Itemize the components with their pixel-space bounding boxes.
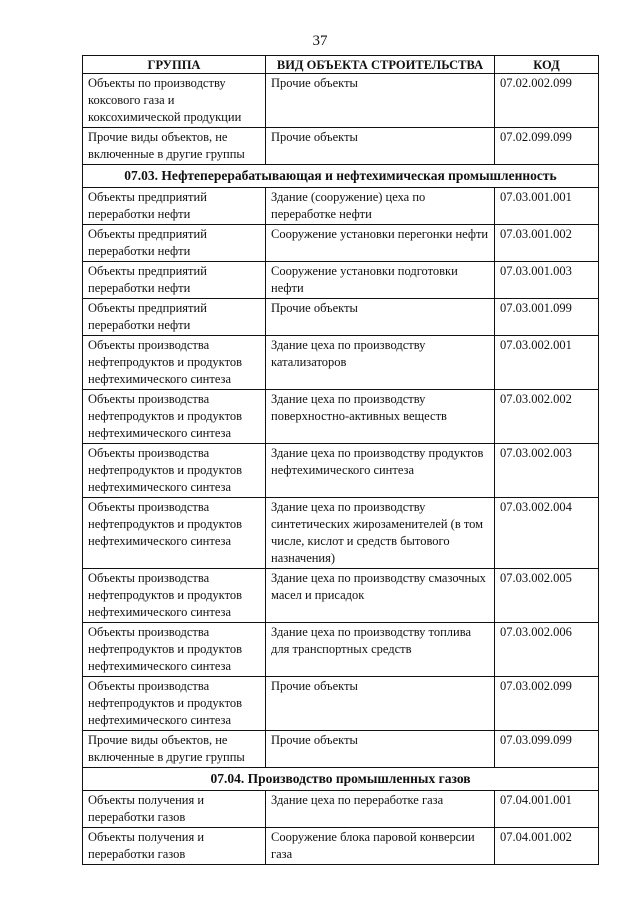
section-row — [83, 768, 599, 791]
group-cell: Объекты производства нефтепродуктов и продуктов нефтехимического синтеза — [83, 444, 266, 498]
table-row — [83, 444, 599, 498]
table-row — [83, 225, 599, 262]
code-cell: 07.03.001.099 — [495, 299, 599, 336]
object-type-cell: Прочие объекты — [266, 74, 495, 128]
header-group: ГРУППА — [83, 56, 266, 74]
code-cell: 07.03.002.005 — [495, 569, 599, 623]
group-cell: Объекты производства нефтепродуктов и продуктов нефтехимического синтеза — [83, 677, 266, 731]
section-title: 07.04. Производство промышленных газов — [83, 768, 599, 791]
group-cell: Прочие виды объектов, не включенные в другие группы — [83, 128, 266, 165]
object-type-cell: Здание цеха по производству синтетических жирозаменителей (в том числе, кислот и средств бытового назначения) — [266, 498, 495, 569]
table-row — [83, 74, 599, 128]
group-cell: Объекты производства нефтепродуктов и продуктов нефтехимического синтеза — [83, 498, 266, 569]
object-type-cell: Прочие объекты — [266, 128, 495, 165]
table-row — [83, 128, 599, 165]
object-type-cell: Сооружение установки перегонки нефти — [266, 225, 495, 262]
table-row — [83, 299, 599, 336]
code-cell: 07.03.002.003 — [495, 444, 599, 498]
table-row — [83, 390, 599, 444]
group-cell: Объекты производства нефтепродуктов и продуктов нефтехимического синтеза — [83, 569, 266, 623]
table-row — [83, 498, 599, 569]
code-cell: 07.03.002.099 — [495, 677, 599, 731]
table-body — [83, 74, 599, 865]
group-cell: Прочие виды объектов, не включенные в другие группы — [83, 731, 266, 768]
object-type-cell: Здание цеха по производству катализаторов — [266, 336, 495, 390]
code-cell: 07.03.002.002 — [495, 390, 599, 444]
table-row — [83, 569, 599, 623]
table-row — [83, 188, 599, 225]
group-cell: Объекты производства нефтепродуктов и продуктов нефтехимического синтеза — [83, 336, 266, 390]
group-cell: Объекты предприятий переработки нефти — [83, 225, 266, 262]
object-type-cell: Здание цеха по производству продуктов нефтехимического синтеза — [266, 444, 495, 498]
code-cell: 07.03.002.001 — [495, 336, 599, 390]
code-cell: 07.03.001.001 — [495, 188, 599, 225]
group-cell: Объекты получения и переработки газов — [83, 828, 266, 865]
table-row — [83, 731, 599, 768]
object-type-cell: Здание цеха по производству поверхностно-активных веществ — [266, 390, 495, 444]
table-row — [83, 262, 599, 299]
code-cell: 07.03.001.002 — [495, 225, 599, 262]
classification-table — [82, 55, 599, 865]
table-row — [83, 828, 599, 865]
table-row — [83, 791, 599, 828]
section-row — [83, 165, 599, 188]
header-code: КОД — [495, 56, 599, 74]
group-cell: Объекты производства нефтепродуктов и продуктов нефтехимического синтеза — [83, 390, 266, 444]
object-type-cell: Прочие объекты — [266, 299, 495, 336]
object-type-cell: Здание (сооружение) цеха по переработке нефти — [266, 188, 495, 225]
object-type-cell: Здание цеха по производству топлива для транспортных средств — [266, 623, 495, 677]
section-title: 07.03. Нефтеперерабатывающая и нефтехимическая промышленность — [83, 165, 599, 188]
object-type-cell: Прочие объекты — [266, 677, 495, 731]
code-cell: 07.02.002.099 — [495, 74, 599, 128]
code-cell: 07.04.001.002 — [495, 828, 599, 865]
code-cell: 07.03.099.099 — [495, 731, 599, 768]
code-cell: 07.04.001.001 — [495, 791, 599, 828]
table-row — [83, 677, 599, 731]
group-cell: Объекты предприятий переработки нефти — [83, 188, 266, 225]
group-cell: Объекты по производству коксового газа и коксохимической продукции — [83, 74, 266, 128]
object-type-cell: Здание цеха по переработке газа — [266, 791, 495, 828]
code-cell: 07.03.002.004 — [495, 498, 599, 569]
code-cell: 07.03.002.006 — [495, 623, 599, 677]
code-cell: 07.02.099.099 — [495, 128, 599, 165]
group-cell: Объекты получения и переработки газов — [83, 791, 266, 828]
group-cell: Объекты производства нефтепродуктов и продуктов нефтехимического синтеза — [83, 623, 266, 677]
code-cell: 07.03.001.003 — [495, 262, 599, 299]
table-row — [83, 623, 599, 677]
object-type-cell: Сооружение установки подготовки нефти — [266, 262, 495, 299]
object-type-cell: Здание цеха по производству смазочных масел и присадок — [266, 569, 495, 623]
object-type-cell: Сооружение блока паровой конверсии газа — [266, 828, 495, 865]
page-number: 37 — [312, 33, 328, 49]
header-object-type: ВИД ОБЪЕКТА СТРОИТЕЛЬСТВА — [266, 56, 495, 74]
object-type-cell: Прочие объекты — [266, 731, 495, 768]
group-cell: Объекты предприятий переработки нефти — [83, 299, 266, 336]
group-cell: Объекты предприятий переработки нефти — [83, 262, 266, 299]
table-row — [83, 336, 599, 390]
table-header-row — [83, 56, 599, 74]
